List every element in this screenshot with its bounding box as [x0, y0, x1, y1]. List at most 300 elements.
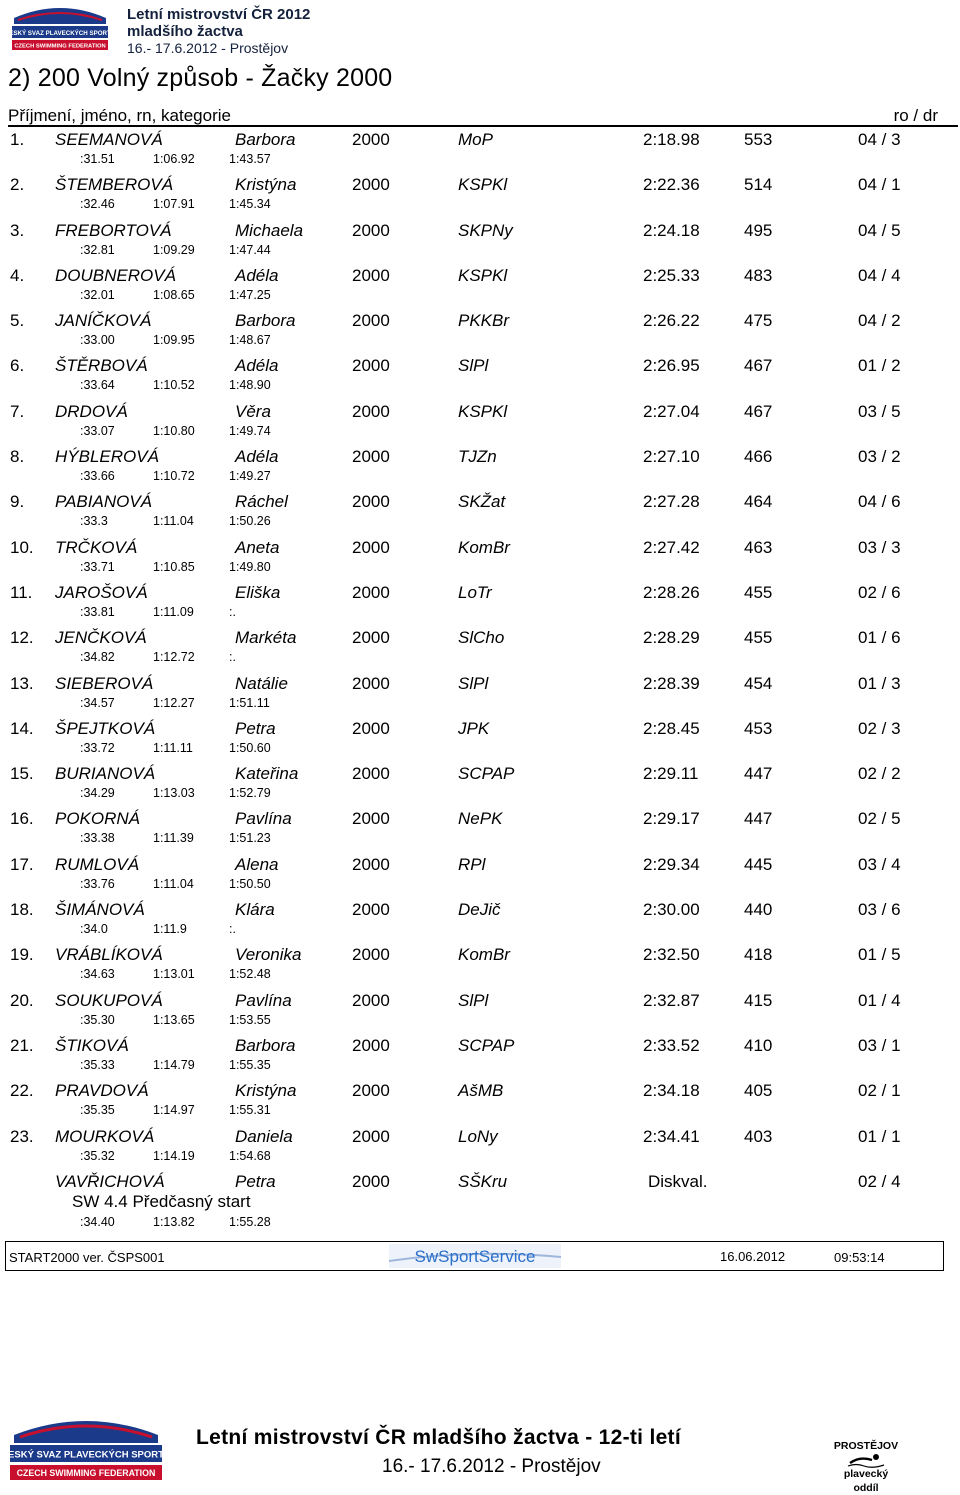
first-name: Eliška	[235, 582, 281, 602]
club: AšMB	[458, 1081, 504, 1101]
heat-lane: 03 / 3	[858, 537, 901, 557]
split-50: :33.72	[80, 740, 115, 755]
column-header-right: ro / dr	[893, 106, 938, 125]
final-time: 2:32.50	[643, 945, 700, 965]
result-row	[0, 853, 960, 898]
surname: ŠTIKOVÁ	[55, 1035, 129, 1055]
heat-lane: 01 / 2	[858, 356, 901, 376]
federation-logo-large	[1, 1413, 171, 1483]
surname: VAVŘICHOVÁ	[55, 1171, 165, 1191]
first-name: Kristýna	[235, 175, 297, 195]
heat-lane: 04 / 6	[858, 492, 901, 512]
surname: ŠTĚRBOVÁ	[55, 356, 148, 376]
split-50: :34.0	[80, 922, 108, 937]
heat-lane: 04 / 3	[858, 130, 901, 149]
result-row	[0, 1079, 960, 1124]
split-150: 1:45.34	[229, 197, 271, 212]
first-name: Barbora	[235, 1035, 296, 1055]
split-50: :34.29	[80, 786, 115, 801]
rank: 3.	[10, 220, 25, 240]
split-50: :33.3	[80, 514, 108, 529]
surname: TRČKOVÁ	[55, 537, 138, 557]
points: 403	[744, 1126, 773, 1146]
points: 447	[744, 809, 773, 829]
rank: 4.	[10, 265, 25, 285]
points: 453	[744, 718, 773, 738]
split-50: :33.64	[80, 378, 115, 393]
first-name: Ráchel	[235, 492, 288, 512]
column-header	[8, 103, 958, 127]
surname: POKORNÁ	[55, 809, 141, 829]
rank: 16.	[10, 809, 34, 829]
final-time: 2:33.52	[643, 1035, 700, 1055]
split-100: 1:13.82	[153, 1214, 195, 1229]
points: 466	[744, 447, 773, 467]
split-100: 1:10.80	[153, 423, 195, 438]
club: SCPAP	[458, 1035, 515, 1055]
final-time: 2:18.98	[643, 130, 700, 149]
rank: 12.	[10, 628, 34, 648]
first-name: Veronika	[235, 945, 302, 965]
points: 415	[744, 990, 773, 1010]
heat-lane: 01 / 5	[858, 945, 901, 965]
birth-year: 2000	[352, 401, 390, 421]
surname: SEEMANOVÁ	[55, 130, 163, 149]
club: SŠKru	[458, 1171, 508, 1191]
first-name: Markéta	[235, 628, 297, 648]
rank: 1.	[10, 130, 25, 149]
first-name: Aneta	[235, 537, 280, 557]
split-50: :34.82	[80, 650, 115, 665]
rank: 10.	[10, 537, 34, 557]
results-list	[0, 128, 960, 1229]
result-row	[0, 762, 960, 807]
split-150: 1:53.55	[229, 1012, 271, 1027]
club: SlPl	[458, 990, 489, 1010]
points: 454	[744, 673, 773, 693]
split-100: 1:12.27	[153, 695, 195, 710]
split-150: 1:50.26	[229, 514, 271, 529]
birth-year: 2000	[352, 356, 390, 376]
birth-year: 2000	[352, 900, 390, 920]
split-50: :34.40	[80, 1214, 115, 1229]
birth-year: 2000	[352, 1171, 390, 1191]
heat-lane: 02 / 3	[858, 718, 901, 738]
split-50: :34.63	[80, 967, 115, 982]
points: 405	[744, 1081, 773, 1101]
split-100: 1:13.03	[153, 786, 195, 801]
rank: 18.	[10, 900, 34, 920]
surname: VRÁBLÍKOVÁ	[55, 945, 163, 965]
split-100: 1:10.52	[153, 378, 195, 393]
surname: PABIANOVÁ	[55, 492, 152, 512]
split-150: 1:47.44	[229, 242, 271, 257]
club: SlPl	[458, 673, 489, 693]
split-50: :32.81	[80, 242, 115, 257]
print-date: 16.06.2012	[720, 1249, 786, 1264]
split-100: 1:09.95	[153, 333, 195, 348]
final-time: 2:24.18	[643, 220, 700, 240]
first-name: Adéla	[235, 356, 279, 376]
rank: 21.	[10, 1035, 34, 1055]
birth-year: 2000	[352, 854, 390, 874]
split-50: :34.57	[80, 695, 115, 710]
split-50: :35.35	[80, 1103, 115, 1118]
club: LoNy	[458, 1126, 498, 1146]
result-row	[0, 173, 960, 218]
points: 445	[744, 854, 773, 874]
result-row	[0, 490, 960, 535]
print-time: 09:53:14	[834, 1250, 885, 1265]
split-50: :31.51	[80, 152, 115, 166]
heat-lane: 04 / 1	[858, 175, 901, 195]
swsportservice-logo	[389, 1243, 561, 1269]
birth-year: 2000	[352, 492, 390, 512]
rank: 20.	[10, 990, 34, 1010]
split-150: 1:48.67	[229, 333, 271, 348]
svg-text:ČESKÝ SVAZ PLAVECKÝCH SPORTŮ: ČESKÝ SVAZ PLAVECKÝCH SPORTŮ	[1, 1449, 171, 1461]
split-50: :33.76	[80, 876, 115, 891]
birth-year: 2000	[352, 764, 390, 784]
heat-lane: 03 / 2	[858, 447, 901, 467]
heat-lane: 02 / 6	[858, 582, 901, 602]
final-time: 2:22.36	[643, 175, 700, 195]
result-row	[0, 807, 960, 852]
result-row	[0, 1034, 960, 1079]
split-100: 1:12.72	[153, 650, 195, 665]
points: 553	[744, 130, 773, 149]
split-150: 1:47.25	[229, 287, 271, 302]
result-row	[0, 445, 960, 490]
final-time: 2:32.87	[643, 990, 700, 1010]
split-150: 1:49.80	[229, 559, 271, 574]
final-time: 2:29.17	[643, 809, 700, 829]
final-time: 2:29.34	[643, 854, 700, 874]
split-150: 1:55.31	[229, 1103, 271, 1118]
first-name: Adéla	[235, 265, 279, 285]
club-city: PROSTĚJOV	[833, 1440, 899, 1452]
surname: JAROŠOVÁ	[55, 582, 148, 602]
event-date-place: 16.- 17.6.2012 - Prostějov	[127, 40, 289, 56]
club: RPl	[458, 854, 486, 874]
split-100: 1:09.29	[153, 242, 195, 257]
club: KomBr	[458, 537, 510, 557]
club: LoTr	[458, 582, 492, 602]
split-50: :33.66	[80, 469, 115, 484]
software-version: START2000 ver. ČSPS001	[9, 1250, 165, 1265]
result-row	[0, 264, 960, 309]
result-row	[0, 581, 960, 626]
final-time: 2:27.42	[643, 537, 700, 557]
heat-lane: 03 / 4	[858, 854, 901, 874]
rank: 17.	[10, 854, 34, 874]
points: 475	[744, 311, 773, 331]
split-50: :33.00	[80, 333, 115, 348]
svg-text:SwSportService: SwSportService	[414, 1247, 536, 1266]
birth-year: 2000	[352, 537, 390, 557]
rank: 14.	[10, 718, 34, 738]
birth-year: 2000	[352, 220, 390, 240]
final-time: 2:28.39	[643, 673, 700, 693]
rank: 13.	[10, 673, 34, 693]
final-time: 2:28.45	[643, 718, 700, 738]
birth-year: 2000	[352, 945, 390, 965]
split-150: :.	[229, 604, 236, 619]
event-title: 2) 200 Volný způsob - Žačky 2000	[8, 64, 393, 92]
result-row	[0, 943, 960, 988]
points: 447	[744, 764, 773, 784]
heat-lane: 04 / 5	[858, 220, 901, 240]
final-time: Diskval.	[648, 1171, 708, 1191]
rank: 22.	[10, 1081, 34, 1101]
first-name: Petra	[235, 1171, 276, 1191]
points: 463	[744, 537, 773, 557]
first-name: Daniela	[235, 1126, 293, 1146]
footer-bar	[5, 1241, 944, 1271]
final-time: 2:27.10	[643, 447, 700, 467]
club: NePK	[458, 809, 503, 829]
final-time: 2:27.04	[643, 401, 700, 421]
heat-lane: 02 / 5	[858, 809, 901, 829]
club: TJZn	[458, 447, 497, 467]
split-150: 1:51.23	[229, 831, 271, 846]
first-name: Pavlína	[235, 809, 292, 829]
column-header-left: Příjmení, jméno, rn, kategorie	[8, 106, 231, 125]
split-150: 1:49.74	[229, 423, 271, 438]
club: JPK	[458, 718, 490, 738]
first-name: Natálie	[235, 673, 288, 693]
final-time: 2:34.41	[643, 1126, 700, 1146]
disqualification-note: SW 4.4 Předčasný start	[72, 1191, 251, 1211]
points: 440	[744, 900, 773, 920]
club: DeJič	[458, 900, 501, 920]
result-row	[0, 717, 960, 762]
split-150: 1:50.50	[229, 876, 271, 891]
result-row	[0, 989, 960, 1034]
surname: DOUBNEROVÁ	[55, 265, 176, 285]
rank: 9.	[10, 492, 25, 512]
rank: 11.	[10, 582, 33, 602]
club: SKŽat	[458, 492, 506, 512]
first-name: Michaela	[235, 220, 304, 240]
points: 483	[744, 265, 773, 285]
birth-year: 2000	[352, 809, 390, 829]
result-row	[0, 1125, 960, 1170]
first-name: Barbora	[235, 130, 296, 149]
split-150: 1:51.11	[229, 695, 270, 710]
heat-lane: 02 / 2	[858, 764, 901, 784]
rank: 6.	[10, 356, 25, 376]
first-name: Adéla	[235, 447, 279, 467]
points: 455	[744, 628, 773, 648]
heat-lane: 03 / 5	[858, 401, 901, 421]
surname: RUMLOVÁ	[55, 854, 140, 874]
birth-year: 2000	[352, 447, 390, 467]
surname: MOURKOVÁ	[55, 1126, 155, 1146]
final-time: 2:29.11	[643, 764, 699, 784]
birth-year: 2000	[352, 628, 390, 648]
surname: SOUKUPOVÁ	[55, 990, 163, 1010]
birth-year: 2000	[352, 1035, 390, 1055]
split-50: :35.32	[80, 1148, 115, 1163]
club: PKKBr	[458, 311, 510, 331]
split-50: :35.30	[80, 1012, 115, 1027]
split-100: 1:14.79	[153, 1057, 195, 1072]
banner-subtitle: 16.- 17.6.2012 - Prostějov	[382, 1456, 601, 1477]
result-row	[0, 354, 960, 399]
split-100: 1:07.91	[153, 197, 195, 212]
championship-name: Letní mistrovství ČR 2012	[127, 6, 311, 23]
birth-year: 2000	[352, 175, 390, 195]
split-150: 1:55.35	[229, 1057, 271, 1072]
federation-logo	[4, 4, 116, 54]
surname: ŠIMÁNOVÁ	[55, 900, 145, 920]
split-50: :33.71	[80, 559, 115, 574]
birth-year: 2000	[352, 582, 390, 602]
split-100: 1:13.01	[153, 967, 195, 982]
rank: 8.	[10, 447, 25, 467]
rank: 19.	[10, 945, 34, 965]
surname: SIEBEROVÁ	[55, 673, 154, 693]
surname: HÝBLEROVÁ	[55, 447, 159, 467]
heat-lane: 02 / 1	[858, 1081, 901, 1101]
final-time: 2:30.00	[643, 900, 700, 920]
header-text	[127, 6, 310, 57]
split-100: 1:06.92	[153, 152, 195, 166]
heat-lane: 02 / 4	[858, 1171, 901, 1191]
first-name: Kristýna	[235, 1081, 297, 1101]
birth-year: 2000	[352, 990, 390, 1010]
prostejov-club-logo	[830, 1439, 902, 1495]
split-50: :33.38	[80, 831, 115, 846]
svg-text:ČESKÝ SVAZ PLAVECKÝCH SPORTŮ: ČESKÝ SVAZ PLAVECKÝCH SPORTŮ	[4, 30, 116, 37]
heat-lane: 04 / 4	[858, 265, 901, 285]
first-name: Petra	[235, 718, 276, 738]
birth-year: 2000	[352, 718, 390, 738]
split-50: :33.07	[80, 423, 115, 438]
club: MoP	[458, 130, 493, 149]
split-100: 1:10.85	[153, 559, 195, 574]
result-row	[0, 400, 960, 445]
first-name: Pavlína	[235, 990, 292, 1010]
split-100: 1:14.97	[153, 1103, 195, 1118]
surname: JENČKOVÁ	[55, 628, 147, 648]
category-name: mladšího žactva	[127, 23, 243, 40]
points: 464	[744, 492, 773, 512]
first-name: Věra	[235, 401, 271, 421]
split-150: 1:54.68	[229, 1148, 271, 1163]
heat-lane: 03 / 1	[858, 1035, 901, 1055]
heat-lane: 01 / 1	[858, 1126, 901, 1146]
first-name: Barbora	[235, 311, 296, 331]
club: SCPAP	[458, 764, 515, 784]
club: SlPl	[458, 356, 489, 376]
split-100: 1:11.04	[153, 514, 194, 529]
swimmer-icon	[846, 1453, 886, 1467]
club: KSPKl	[458, 175, 508, 195]
result-row	[0, 219, 960, 264]
rank: 5.	[10, 311, 25, 331]
birth-year: 2000	[352, 1081, 390, 1101]
result-row	[0, 309, 960, 354]
final-time: 2:34.18	[643, 1081, 700, 1101]
surname: JANÍČKOVÁ	[55, 311, 152, 331]
split-150: 1:43.57	[229, 152, 271, 166]
split-100: 1:13.65	[153, 1012, 195, 1027]
split-150: 1:49.27	[229, 469, 271, 484]
surname: FREBORTOVÁ	[55, 220, 172, 240]
points: 418	[744, 945, 773, 965]
split-150: :.	[229, 922, 236, 937]
heat-lane: 01 / 4	[858, 990, 901, 1010]
split-150: 1:52.79	[229, 786, 271, 801]
result-row	[0, 1170, 960, 1229]
surname: DRDOVÁ	[55, 401, 128, 421]
club: KSPKl	[458, 401, 508, 421]
split-50: :33.81	[80, 604, 115, 619]
rank: 15.	[10, 764, 34, 784]
split-100: 1:10.72	[153, 469, 195, 484]
rank: 2.	[10, 175, 25, 195]
split-100: 1:11.09	[153, 604, 194, 619]
birth-year: 2000	[352, 265, 390, 285]
first-name: Alena	[235, 854, 279, 874]
birth-year: 2000	[352, 673, 390, 693]
split-100: 1:11.11	[153, 740, 193, 755]
result-row	[0, 898, 960, 943]
birth-year: 2000	[352, 311, 390, 331]
rank: 7.	[10, 401, 25, 421]
heat-lane: 04 / 2	[858, 311, 901, 331]
split-150: 1:52.48	[229, 967, 271, 982]
rank: 23.	[10, 1126, 34, 1146]
split-50: :32.01	[80, 287, 115, 302]
final-time: 2:25.33	[643, 265, 700, 285]
final-time: 2:26.95	[643, 356, 700, 376]
split-150: 1:48.90	[229, 378, 271, 393]
first-name: Klára	[235, 900, 275, 920]
result-row	[0, 128, 960, 173]
surname: ŠPEJTKOVÁ	[55, 718, 156, 738]
split-150: 1:50.60	[229, 740, 271, 755]
surname: PRAVDOVÁ	[55, 1081, 149, 1101]
split-100: 1:11.04	[153, 876, 194, 891]
surname: ŠTEMBEROVÁ	[55, 175, 174, 195]
result-row	[0, 672, 960, 717]
points: 514	[744, 175, 773, 195]
points: 467	[744, 401, 773, 421]
points: 467	[744, 356, 773, 376]
final-time: 2:26.22	[643, 311, 700, 331]
heat-lane: 01 / 3	[858, 673, 901, 693]
heat-lane: 03 / 6	[858, 900, 901, 920]
points: 410	[744, 1035, 773, 1055]
final-time: 2:28.29	[643, 628, 700, 648]
points: 495	[744, 220, 773, 240]
split-150: :.	[229, 650, 236, 665]
final-time: 2:28.26	[643, 582, 700, 602]
club: SlCho	[458, 628, 505, 648]
points: 455	[744, 582, 773, 602]
split-100: 1:11.9	[153, 922, 187, 937]
first-name: Kateřina	[235, 764, 299, 784]
split-50: :32.46	[80, 197, 115, 212]
birth-year: 2000	[352, 1126, 390, 1146]
split-100: 1:11.39	[153, 831, 194, 846]
svg-text:CZECH SWIMMING FEDERATION: CZECH SWIMMING FEDERATION	[16, 1468, 156, 1478]
split-100: 1:14.19	[153, 1148, 195, 1163]
split-50: :35.33	[80, 1057, 115, 1072]
